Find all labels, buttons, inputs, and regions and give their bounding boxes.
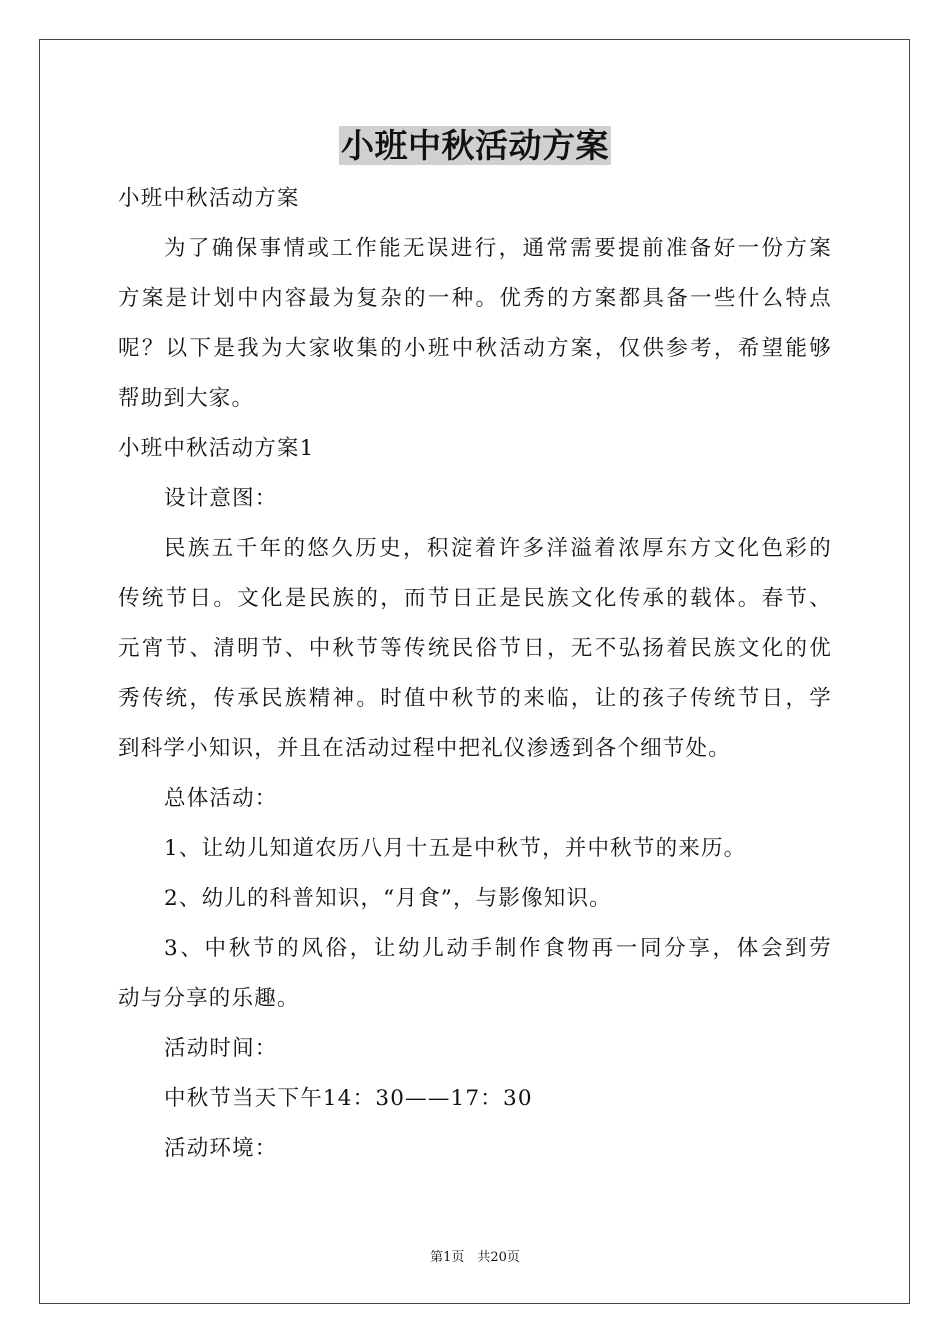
time-heading: 活动时间： xyxy=(164,1036,278,1061)
page-footer: 第1页 共20页 xyxy=(430,1250,520,1265)
list-item-3-line-2: 动与分享的乐趣。 xyxy=(118,986,300,1011)
intro-line-3: 呢？以下是我为大家收集的小班中秋活动方案，仅供参考，希望能够 xyxy=(118,336,832,361)
design-line-5: 到科学小知识，并且在活动过程中把礼仪渗透到各个细节处。 xyxy=(118,736,731,761)
list-item-2: 2、幼儿的科普知识，“月食”，与影像知识。 xyxy=(164,886,612,911)
intro-line-1: 为了确保事情或工作能无误进行，通常需要提前准备好一份方案 xyxy=(164,236,832,261)
environment-heading: 活动环境： xyxy=(164,1136,278,1161)
design-heading: 设计意图： xyxy=(164,486,278,511)
design-line-1: 民族五千年的悠久历史，积淀着许多洋溢着浓厚东方文化色彩的 xyxy=(164,536,832,561)
section-heading: 小班中秋活动方案1 xyxy=(118,436,315,461)
design-line-2: 传统节日。文化是民族的，而节日正是民族文化传承的载体。春节、 xyxy=(118,586,832,611)
page-border xyxy=(39,39,910,1304)
document-title: 小班中秋活动方案 xyxy=(341,126,609,165)
intro-line-2: 方案是计划中内容最为复杂的一种。优秀的方案都具备一些什么特点 xyxy=(118,286,832,311)
time-value: 中秋节当天下午14：30——17：30 xyxy=(164,1086,533,1111)
list-item-3-line-1: 3、中秋节的风俗，让幼儿动手制作食物再一同分享，体会到劳 xyxy=(164,936,832,961)
list-item-1: 1、让幼儿知道农历八月十五是中秋节，并中秋节的来历。 xyxy=(164,836,747,861)
design-line-3: 元宵节、清明节、中秋节等传统民俗节日，无不弘扬着民族文化的优 xyxy=(118,636,832,661)
design-line-4: 秀传统，传承民族精神。时值中秋节的来临，让的孩子传统节日，学 xyxy=(118,686,832,711)
intro-line-4: 帮助到大家。 xyxy=(118,386,255,411)
overall-heading: 总体活动： xyxy=(164,786,278,811)
subtitle: 小班中秋活动方案 xyxy=(118,186,300,211)
